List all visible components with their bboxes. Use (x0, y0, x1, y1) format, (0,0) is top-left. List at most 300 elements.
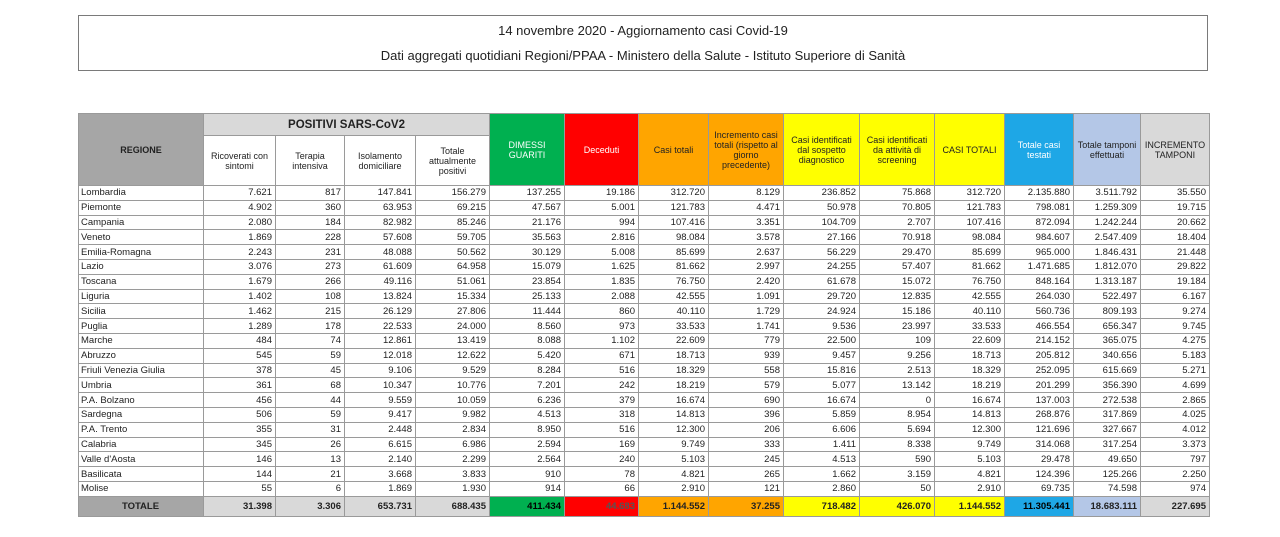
table-cell: 1.812.070 (1074, 259, 1141, 274)
table-cell: 273 (276, 259, 345, 274)
region-name: Toscana (79, 274, 204, 289)
header-isolamento: Isolamento domiciliare (345, 136, 416, 186)
table-cell: 57.407 (860, 259, 935, 274)
region-name: Calabria (79, 437, 204, 452)
region-name: Sicilia (79, 304, 204, 319)
table-cell: 265 (709, 467, 784, 482)
total-cell: 11.305.441 (1005, 496, 1074, 516)
table-cell: 8.950 (490, 422, 565, 437)
table-cell: 98.084 (935, 230, 1005, 245)
table-cell: 21.448 (1141, 245, 1210, 260)
table-cell: 20.662 (1141, 215, 1210, 230)
table-cell: 3.076 (204, 259, 276, 274)
table-cell: 1.313.187 (1074, 274, 1141, 289)
table-cell: 10.347 (345, 378, 416, 393)
table-cell: 340.656 (1074, 348, 1141, 363)
table-cell: 2.135.880 (1005, 186, 1074, 201)
title-line-2: Dati aggregati quotidiani Regioni/PPAA - Ministero della Salute - Istituto Superiore di Sanità (380, 48, 906, 63)
table-cell: 5.859 (784, 407, 860, 422)
table-cell: 1.091 (709, 289, 784, 304)
table-cell: 5.001 (565, 200, 639, 215)
region-name: Sardegna (79, 407, 204, 422)
table-cell: 355 (204, 422, 276, 437)
table-row (79, 422, 1210, 437)
table-row (79, 245, 1210, 260)
table-cell: 1.242.244 (1074, 215, 1141, 230)
total-label: TOTALE (79, 496, 204, 516)
table-cell: 10.776 (416, 378, 490, 393)
table-cell: 108 (276, 289, 345, 304)
region-name: P.A. Trento (79, 422, 204, 437)
table-cell: 31 (276, 422, 345, 437)
table-cell: 2.637 (709, 245, 784, 260)
table-cell: 82.982 (345, 215, 416, 230)
table-cell: 15.079 (490, 259, 565, 274)
table-cell: 2.513 (860, 363, 935, 378)
table-row (79, 215, 1210, 230)
table-cell: 3.159 (860, 467, 935, 482)
region-name: Marche (79, 333, 204, 348)
table-cell: 16.674 (639, 393, 709, 408)
header-casi-totali-2: CASI TOTALI (935, 114, 1005, 186)
table-cell: 9.274 (1141, 304, 1210, 319)
table-cell: 48.088 (345, 245, 416, 260)
table-cell: 15.816 (784, 363, 860, 378)
region-name: P.A. Bolzano (79, 393, 204, 408)
table-cell: 13.419 (416, 333, 490, 348)
table-cell: 12.300 (639, 422, 709, 437)
table-cell: 18.219 (935, 378, 1005, 393)
table-cell: 146 (204, 452, 276, 467)
table-cell: 57.608 (345, 230, 416, 245)
table-cell: 9.982 (416, 407, 490, 422)
table-cell: 2.420 (709, 274, 784, 289)
table-cell: 690 (709, 393, 784, 408)
table-cell: 356.390 (1074, 378, 1141, 393)
table-cell: 15.334 (416, 289, 490, 304)
table-cell: 2.564 (490, 452, 565, 467)
table-row (79, 407, 1210, 422)
table-cell: 156.279 (416, 186, 490, 201)
table-cell: 144 (204, 467, 276, 482)
table-cell: 266 (276, 274, 345, 289)
table-cell: 22.533 (345, 319, 416, 334)
table-cell: 35.563 (490, 230, 565, 245)
covid-table (78, 113, 1210, 517)
table-cell: 206 (709, 422, 784, 437)
table-cell: 797 (1141, 452, 1210, 467)
table-cell: 6.236 (490, 393, 565, 408)
table-cell: 2.707 (860, 215, 935, 230)
table-cell: 81.662 (935, 259, 1005, 274)
table-cell: 12.300 (935, 422, 1005, 437)
table-cell: 33.533 (639, 319, 709, 334)
header-terapia: Terapia intensiva (276, 136, 345, 186)
total-cell: 411.434 (490, 496, 565, 516)
table-cell: 12.861 (345, 333, 416, 348)
table-cell: 396 (709, 407, 784, 422)
table-row (79, 333, 1210, 348)
table-cell: 9.749 (935, 437, 1005, 452)
table-cell: 1.402 (204, 289, 276, 304)
table-cell: 558 (709, 363, 784, 378)
table-row (79, 437, 1210, 452)
table-cell: 121.783 (639, 200, 709, 215)
totals-row (79, 496, 1210, 516)
table-cell: 2.088 (565, 289, 639, 304)
title-box (78, 15, 1208, 71)
table-cell: 314.068 (1005, 437, 1074, 452)
table-cell: 7.201 (490, 378, 565, 393)
table-cell: 456 (204, 393, 276, 408)
table-cell: 379 (565, 393, 639, 408)
table-cell: 21.176 (490, 215, 565, 230)
header-positivi-group: POSITIVI SARS-CoV2 (204, 114, 490, 136)
table-cell: 1.411 (784, 437, 860, 452)
table-cell: 466.554 (1005, 319, 1074, 334)
table-cell: 201.299 (1005, 378, 1074, 393)
region-name: Lombardia (79, 186, 204, 201)
table-cell: 9.457 (784, 348, 860, 363)
table-row (79, 467, 1210, 482)
total-cell: 718.482 (784, 496, 860, 516)
table-cell: 8.088 (490, 333, 565, 348)
table-cell: 1.930 (416, 481, 490, 496)
table-cell: 107.416 (639, 215, 709, 230)
table-cell: 4.012 (1141, 422, 1210, 437)
region-name: Abruzzo (79, 348, 204, 363)
table-cell: 19.184 (1141, 274, 1210, 289)
table-cell: 5.077 (784, 378, 860, 393)
table-cell: 76.750 (639, 274, 709, 289)
table-cell: 361 (204, 378, 276, 393)
table-cell: 1.835 (565, 274, 639, 289)
table-cell: 365.075 (1074, 333, 1141, 348)
table-cell: 184 (276, 215, 345, 230)
total-cell: 1.144.552 (639, 496, 709, 516)
table-cell: 994 (565, 215, 639, 230)
table-cell: 55 (204, 481, 276, 496)
table-cell: 974 (1141, 481, 1210, 496)
table-cell: 18.329 (639, 363, 709, 378)
table-cell: 798.081 (1005, 200, 1074, 215)
table-cell: 16.674 (784, 393, 860, 408)
table-cell: 8.954 (860, 407, 935, 422)
header-casi-totali: Casi totali (639, 114, 709, 186)
table-cell: 6.986 (416, 437, 490, 452)
table-cell: 4.025 (1141, 407, 1210, 422)
table-cell: 2.243 (204, 245, 276, 260)
table-cell: 66 (565, 481, 639, 496)
table-cell: 984.607 (1005, 230, 1074, 245)
table-cell: 1.679 (204, 274, 276, 289)
table-cell: 5.008 (565, 245, 639, 260)
table-cell: 10.059 (416, 393, 490, 408)
table-cell: 516 (565, 422, 639, 437)
table-cell: 70.918 (860, 230, 935, 245)
total-cell: 31.398 (204, 496, 276, 516)
table-cell: 333 (709, 437, 784, 452)
table-row (79, 274, 1210, 289)
table-cell: 27.806 (416, 304, 490, 319)
table-cell: 49.116 (345, 274, 416, 289)
table-cell: 4.275 (1141, 333, 1210, 348)
table-cell: 12.835 (860, 289, 935, 304)
table-cell: 8.129 (709, 186, 784, 201)
total-cell: 653.731 (345, 496, 416, 516)
table-cell: 107.416 (935, 215, 1005, 230)
table-cell: 9.417 (345, 407, 416, 422)
table-cell: 19.186 (565, 186, 639, 201)
table-cell: 24.924 (784, 304, 860, 319)
table-cell: 318 (565, 407, 639, 422)
region-name: Umbria (79, 378, 204, 393)
table-cell: 914 (490, 481, 565, 496)
table-cell: 50.978 (784, 200, 860, 215)
table-cell: 124.396 (1005, 467, 1074, 482)
table-cell: 252.095 (1005, 363, 1074, 378)
header-incremento-casi: Incremento casi totali (rispetto al giorno precedente) (709, 114, 784, 186)
table-cell: 965.000 (1005, 245, 1074, 260)
table-cell: 45 (276, 363, 345, 378)
table-cell: 236.852 (784, 186, 860, 201)
table-cell: 85.246 (416, 215, 490, 230)
table-cell: 5.271 (1141, 363, 1210, 378)
header-regione: REGIONE (79, 114, 204, 186)
table-cell: 11.444 (490, 304, 565, 319)
table-cell: 2.299 (416, 452, 490, 467)
table-cell: 8.338 (860, 437, 935, 452)
table-cell: 231 (276, 245, 345, 260)
region-name: Campania (79, 215, 204, 230)
table-cell: 137.255 (490, 186, 565, 201)
table-cell: 242 (565, 378, 639, 393)
table-cell: 2.448 (345, 422, 416, 437)
table-cell: 590 (860, 452, 935, 467)
table-cell: 6.167 (1141, 289, 1210, 304)
table-cell: 1.462 (204, 304, 276, 319)
table-cell: 42.555 (639, 289, 709, 304)
table-cell: 44 (276, 393, 345, 408)
table-cell: 9.529 (416, 363, 490, 378)
table-cell: 1.471.685 (1005, 259, 1074, 274)
table-cell: 9.106 (345, 363, 416, 378)
table-cell: 24.255 (784, 259, 860, 274)
total-cell: 37.255 (709, 496, 784, 516)
table-cell: 506 (204, 407, 276, 422)
table-cell: 1.662 (784, 467, 860, 482)
table-cell: 23.854 (490, 274, 565, 289)
table-cell: 516 (565, 363, 639, 378)
table-cell: 3.668 (345, 467, 416, 482)
table-cell: 81.662 (639, 259, 709, 274)
table-cell: 18.219 (639, 378, 709, 393)
table-cell: 3.373 (1141, 437, 1210, 452)
table-cell: 26.129 (345, 304, 416, 319)
table-cell: 13.824 (345, 289, 416, 304)
table-cell: 3.833 (416, 467, 490, 482)
total-cell: 18.683.111 (1074, 496, 1141, 516)
table-cell: 9.559 (345, 393, 416, 408)
table-cell: 61.609 (345, 259, 416, 274)
table-cell: 656.347 (1074, 319, 1141, 334)
total-cell: 1.144.552 (935, 496, 1005, 516)
table-cell: 560.736 (1005, 304, 1074, 319)
table-cell: 29.478 (1005, 452, 1074, 467)
total-cell: 426.070 (860, 496, 935, 516)
table-row (79, 481, 1210, 496)
table-cell: 268.876 (1005, 407, 1074, 422)
table-cell: 14.813 (639, 407, 709, 422)
header-sospetto: Casi identificati dal sospetto diagnostico (784, 114, 860, 186)
table-cell: 317.869 (1074, 407, 1141, 422)
table-cell: 59 (276, 407, 345, 422)
table-row (79, 319, 1210, 334)
table-cell: 14.813 (935, 407, 1005, 422)
table-cell: 327.667 (1074, 422, 1141, 437)
header-incremento-tamponi: INCREMENTO TAMPONI (1141, 114, 1210, 186)
table-cell: 4.699 (1141, 378, 1210, 393)
table-cell: 1.869 (345, 481, 416, 496)
table-cell: 78 (565, 467, 639, 482)
header-deceduti: Deceduti (565, 114, 639, 186)
table-cell: 85.699 (935, 245, 1005, 260)
table-cell: 860 (565, 304, 639, 319)
table-cell: 63.953 (345, 200, 416, 215)
table-cell: 2.250 (1141, 467, 1210, 482)
table-cell: 817 (276, 186, 345, 201)
table-cell: 178 (276, 319, 345, 334)
table-cell: 4.513 (490, 407, 565, 422)
table-cell: 2.547.409 (1074, 230, 1141, 245)
table-cell: 29.720 (784, 289, 860, 304)
table-cell: 2.834 (416, 422, 490, 437)
table-cell: 5.103 (639, 452, 709, 467)
table-cell: 4.821 (639, 467, 709, 482)
table-cell: 2.594 (490, 437, 565, 452)
table-cell: 121.696 (1005, 422, 1074, 437)
total-cell: 688.435 (416, 496, 490, 516)
table-cell: 5.694 (860, 422, 935, 437)
table-cell: 18.713 (639, 348, 709, 363)
table-cell: 61.678 (784, 274, 860, 289)
table-cell: 104.709 (784, 215, 860, 230)
region-name: Liguria (79, 289, 204, 304)
table-cell: 6 (276, 481, 345, 496)
table-row (79, 348, 1210, 363)
region-name: Veneto (79, 230, 204, 245)
table-cell: 973 (565, 319, 639, 334)
table-cell: 18.404 (1141, 230, 1210, 245)
table-cell: 169 (565, 437, 639, 452)
table-cell: 522.497 (1074, 289, 1141, 304)
table-row (79, 259, 1210, 274)
table-cell: 360 (276, 200, 345, 215)
table-cell: 98.084 (639, 230, 709, 245)
table-cell: 12.018 (345, 348, 416, 363)
table-cell: 4.821 (935, 467, 1005, 482)
table-cell: 7.621 (204, 186, 276, 201)
table-cell: 2.997 (709, 259, 784, 274)
table-cell: 13.142 (860, 378, 935, 393)
table-cell: 50.562 (416, 245, 490, 260)
table-cell: 0 (860, 393, 935, 408)
table-row (79, 289, 1210, 304)
region-name: Lazio (79, 259, 204, 274)
header-testati: Totale casi testati (1005, 114, 1074, 186)
table-cell: 6.615 (345, 437, 416, 452)
table-cell: 2.140 (345, 452, 416, 467)
table-cell: 1.741 (709, 319, 784, 334)
table-cell: 121.783 (935, 200, 1005, 215)
table-cell: 3.351 (709, 215, 784, 230)
header-screening: Casi identificati da attività di screening (860, 114, 935, 186)
table-cell: 264.030 (1005, 289, 1074, 304)
table-cell: 27.166 (784, 230, 860, 245)
table-cell: 378 (204, 363, 276, 378)
table-cell: 3.578 (709, 230, 784, 245)
table-cell: 214.152 (1005, 333, 1074, 348)
table-cell: 25.133 (490, 289, 565, 304)
table-cell: 56.229 (784, 245, 860, 260)
table-cell: 4.902 (204, 200, 276, 215)
table-cell: 3.511.792 (1074, 186, 1141, 201)
table-cell: 19.715 (1141, 200, 1210, 215)
table-cell: 51.061 (416, 274, 490, 289)
region-name: Valle d'Aosta (79, 452, 204, 467)
table-cell: 312.720 (639, 186, 709, 201)
table-row (79, 230, 1210, 245)
table-cell: 64.958 (416, 259, 490, 274)
table-cell: 85.699 (639, 245, 709, 260)
table-cell: 240 (565, 452, 639, 467)
region-name: Basilicata (79, 467, 204, 482)
table-cell: 109 (860, 333, 935, 348)
table-cell: 12.622 (416, 348, 490, 363)
table-cell: 779 (709, 333, 784, 348)
table-cell: 809.193 (1074, 304, 1141, 319)
table-cell: 74 (276, 333, 345, 348)
table-row (79, 393, 1210, 408)
table-cell: 317.254 (1074, 437, 1141, 452)
table-cell: 1.869 (204, 230, 276, 245)
table-cell: 70.805 (860, 200, 935, 215)
table-cell: 215 (276, 304, 345, 319)
region-name: Emilia-Romagna (79, 245, 204, 260)
table-cell: 9.256 (860, 348, 935, 363)
table-cell: 2.080 (204, 215, 276, 230)
header-totale-positivi: Totale attualmente positivi (416, 136, 490, 186)
table-cell: 5.420 (490, 348, 565, 363)
table-cell: 15.072 (860, 274, 935, 289)
table-cell: 1.259.309 (1074, 200, 1141, 215)
table-cell: 49.650 (1074, 452, 1141, 467)
table-cell: 121 (709, 481, 784, 496)
table-cell: 872.094 (1005, 215, 1074, 230)
table-cell: 848.164 (1005, 274, 1074, 289)
table-cell: 42.555 (935, 289, 1005, 304)
table-cell: 30.129 (490, 245, 565, 260)
total-cell: 44.683 (565, 496, 639, 516)
table-cell: 69.215 (416, 200, 490, 215)
table-cell: 33.533 (935, 319, 1005, 334)
table-cell: 24.000 (416, 319, 490, 334)
table-cell: 22.500 (784, 333, 860, 348)
header-tamponi: Totale tamponi effettuati (1074, 114, 1141, 186)
table-cell: 910 (490, 467, 565, 482)
table-body (79, 186, 1210, 497)
table-cell: 75.868 (860, 186, 935, 201)
